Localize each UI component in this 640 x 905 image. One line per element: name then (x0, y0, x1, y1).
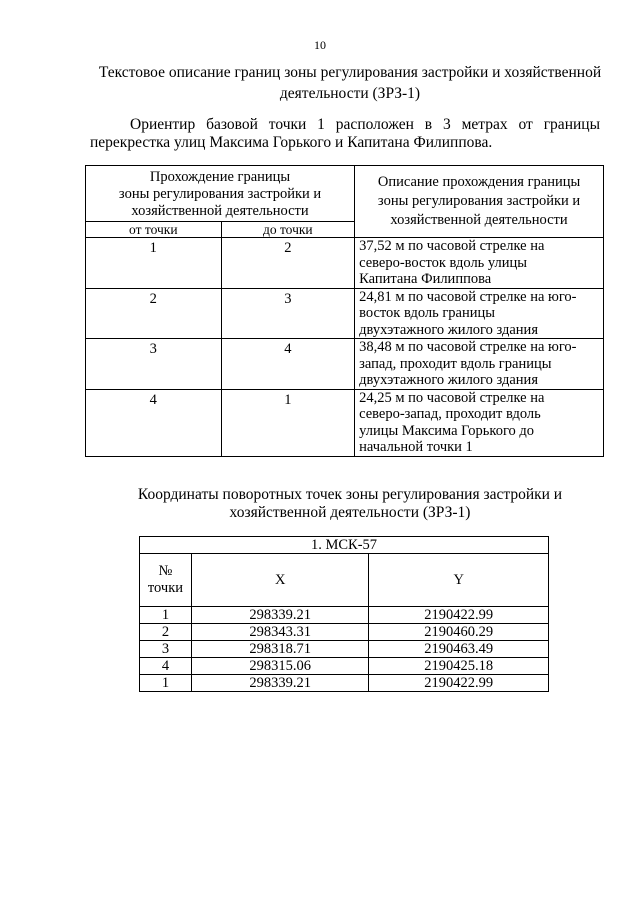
header-line: хозяйственной деятельности (131, 203, 309, 219)
header-y: Y (369, 554, 549, 607)
to-point-cell: 3 (221, 288, 355, 339)
description-line: Капитана Филиппова (359, 271, 492, 287)
header-line: хозяйственной деятельности (390, 212, 568, 228)
description-cell (355, 238, 604, 289)
header-boundary-passage (86, 166, 355, 222)
point-number-cell: 2 (140, 624, 192, 641)
table-row (86, 238, 604, 289)
description-line: 24,25 м по часовой стрелке на (359, 389, 545, 406)
header-line: зоны регулирования застройки и (377, 193, 581, 209)
coordinates-header-row (140, 554, 549, 607)
header-description (355, 166, 604, 238)
coordinate-system-row (140, 537, 549, 554)
coordinates-heading-line: хозяйственной деятельности (ЗРЗ-1) (229, 504, 471, 521)
header-line: № (158, 563, 173, 579)
table-row (86, 288, 604, 339)
table-row (140, 641, 549, 658)
table-row (140, 675, 549, 692)
header-point-number (140, 554, 192, 607)
coordinates-table (139, 536, 549, 692)
intro-paragraph (90, 116, 600, 152)
header-line: зоны регулирования застройки и (118, 186, 322, 202)
page-number: 10 (314, 38, 326, 52)
table-row (140, 658, 549, 675)
table-row (140, 607, 549, 624)
title-line: Текстовое описание границ зоны регулирования застройки и хозяйственной (98, 64, 602, 81)
description-line: восток вдоль границы (359, 305, 496, 321)
header-line: Прохождение границы (149, 169, 291, 185)
coordinate-system-label: 1. МСК-57 (140, 537, 549, 554)
x-coordinate-cell: 298339.21 (191, 675, 369, 692)
description-line: начальной точки 1 (359, 439, 473, 455)
header-line: точки (147, 580, 184, 596)
header-line: Описание прохождения границы (377, 174, 581, 190)
x-coordinate-cell: 298339.21 (191, 607, 369, 624)
from-point-cell: 1 (86, 238, 222, 289)
to-point-cell: 1 (221, 389, 355, 456)
page-title (90, 62, 610, 104)
title-line: деятельности (ЗРЗ-1) (279, 85, 421, 102)
coordinates-heading (90, 486, 610, 522)
header-to-point: до точки (221, 222, 355, 238)
description-cell (355, 339, 604, 390)
from-point-cell: 4 (86, 389, 222, 456)
x-coordinate-cell: 298343.31 (191, 624, 369, 641)
y-coordinate-cell: 2190422.99 (369, 675, 549, 692)
point-number-cell: 3 (140, 641, 192, 658)
description-line: улицы Максима Горького до (359, 422, 535, 439)
description-line: северо-запад, проходит вдоль (359, 406, 541, 422)
boundary-route-table (85, 165, 604, 457)
description-line: 38,48 м по часовой стрелке на юго- (359, 339, 577, 355)
y-coordinate-cell: 2190425.18 (369, 658, 549, 675)
to-point-cell: 2 (221, 238, 355, 289)
description-line: 37,52 м по часовой стрелке на (359, 238, 545, 254)
description-cell (355, 288, 604, 339)
point-number-cell: 1 (140, 607, 192, 624)
table-row (86, 339, 604, 390)
y-coordinate-cell: 2190422.99 (369, 607, 549, 624)
table-row (86, 389, 604, 456)
x-coordinate-cell: 298318.71 (191, 641, 369, 658)
x-coordinate-cell: 298315.06 (191, 658, 369, 675)
coordinates-heading-line: Координаты поворотных точек зоны регулирования застройки и (137, 486, 563, 503)
point-number-cell: 1 (140, 675, 192, 692)
y-coordinate-cell: 2190463.49 (369, 641, 549, 658)
point-number-cell: 4 (140, 658, 192, 675)
route-table-header-row (86, 166, 604, 222)
to-point-cell: 4 (221, 339, 355, 390)
description-line: 24,81 м по часовой стрелке на юго- (359, 288, 577, 305)
description-line: северо-восток вдоль улицы (359, 254, 528, 271)
header-from-point: от точки (86, 222, 222, 238)
intro-line: Ориентир базовой точки 1 расположен в 3 метрах от границы (130, 116, 600, 133)
intro-line: перекрестка улиц Максима Горького и Капитана Филиппова. (90, 134, 493, 151)
description-line: запад, проходит вдоль границы (359, 355, 552, 372)
header-x: X (191, 554, 369, 607)
description-line: двухэтажного жилого здания (359, 321, 538, 338)
from-point-cell: 3 (86, 339, 222, 390)
y-coordinate-cell: 2190460.29 (369, 624, 549, 641)
table-row (140, 624, 549, 641)
description-line: двухэтажного жилого здания (359, 372, 538, 388)
from-point-cell: 2 (86, 288, 222, 339)
description-cell (355, 389, 604, 456)
